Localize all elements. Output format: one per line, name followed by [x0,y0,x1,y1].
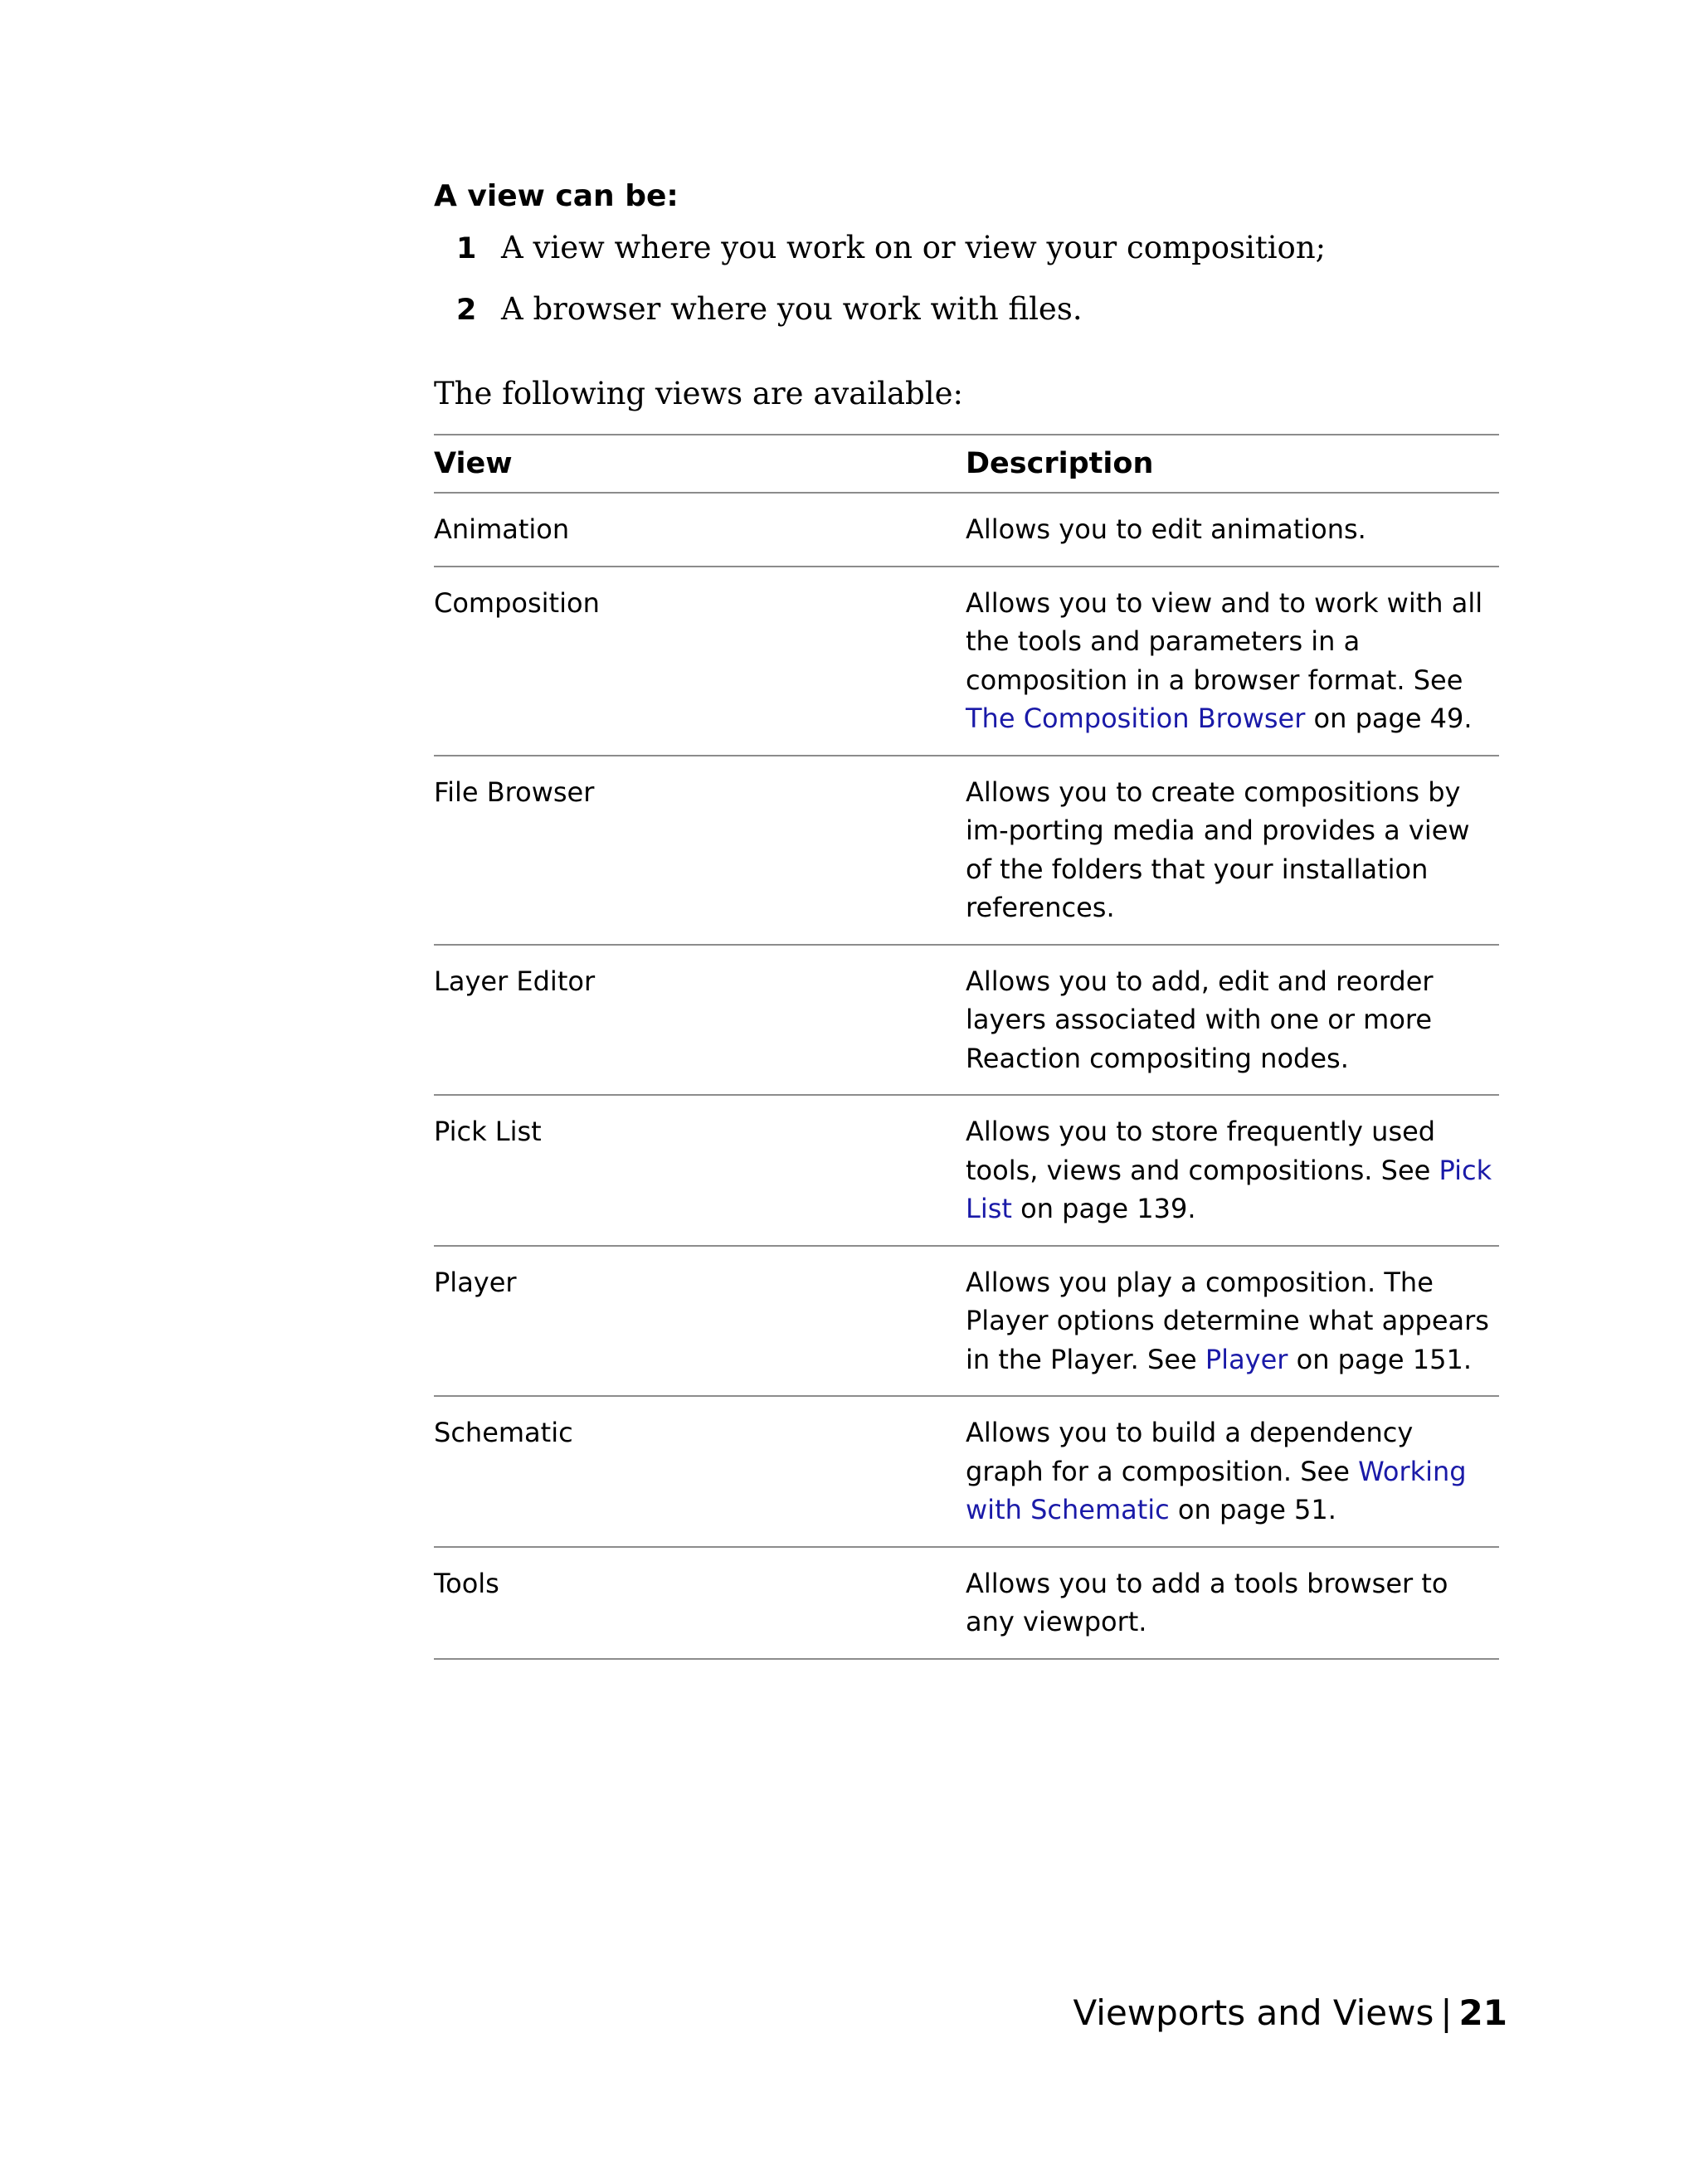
page-number: 21 [1458,1992,1507,2033]
view-description [966,567,1499,756]
view-name: Composition [434,567,966,756]
table-row [434,1095,1499,1246]
steps-list [434,230,1499,353]
column-header-view: View [434,435,966,493]
intro-heading: A view can be: [434,179,679,213]
description-text: Allows you to view and to work with all the tools and parameters in a composition in a browser format. See [966,586,1483,696]
description-text: Allows you to store frequently used tools, views and compositions. See [966,1116,1439,1186]
view-description [966,945,1499,1096]
section-title: Viewports and Views [1073,1992,1434,2033]
view-description [966,1547,1499,1659]
table-header-row [434,435,1499,493]
column-header-description: Description [966,435,1499,493]
description-page-ref: on page 151. [1288,1343,1472,1375]
cross-reference-link[interactable]: The Composition Browser [966,703,1306,734]
list-item [434,291,1499,353]
step-text: A view where you work on or view your composition; [501,230,1327,265]
view-name: File Browser [434,756,966,945]
step-number: 1 [456,232,477,265]
cross-reference-link[interactable]: Pick List [966,1154,1492,1224]
table-row [434,567,1499,756]
page-content [434,170,1499,1660]
description-text: Allows you to add, edit and reorder layers associated with one or more Reaction compositing nodes. [966,965,1434,1074]
step-number: 2 [456,294,477,327]
table-row [434,1396,1499,1547]
view-description [966,1246,1499,1397]
table-row [434,1246,1499,1397]
description-text: Allows you to edit animations. [966,513,1366,545]
description-page-ref: on page 51. [1169,1494,1336,1525]
description-text: Allows you to create compositions by im-porting media and provides a view of the folders that your installation references. [966,776,1470,923]
lead-text: The following views are available: [434,376,963,411]
view-description [966,1095,1499,1246]
list-item [434,230,1499,291]
views-table [434,434,1499,1660]
view-name: Layer Editor [434,945,966,1096]
table-row [434,945,1499,1096]
view-name: Player [434,1246,966,1397]
description-page-ref: on page 139. [1011,1193,1196,1224]
view-name: Animation [434,493,966,567]
table-row [434,1547,1499,1659]
description-text: Allows you to add a tools browser to any viewport. [966,1567,1448,1637]
table-row [434,756,1499,945]
footer-separator: | [1440,1992,1453,2033]
view-description [966,1396,1499,1547]
cross-reference-link[interactable]: Working with Schematic [966,1455,1467,1525]
view-description [966,493,1499,567]
description-page-ref: on page 49. [1305,703,1473,734]
view-name: Schematic [434,1396,966,1547]
table-row [434,493,1499,567]
view-name: Pick List [434,1095,966,1246]
step-text: A browser where you work with files. [501,291,1083,327]
cross-reference-link[interactable]: Player [1205,1343,1288,1375]
page-footer [1073,1992,1507,2033]
description-text: Allows you play a composition. The Player options determine what appears in the Player. See [966,1266,1489,1375]
description-text: Allows you to build a dependency graph for a composition. See [966,1417,1414,1487]
view-description [966,756,1499,945]
view-name: Tools [434,1547,966,1659]
